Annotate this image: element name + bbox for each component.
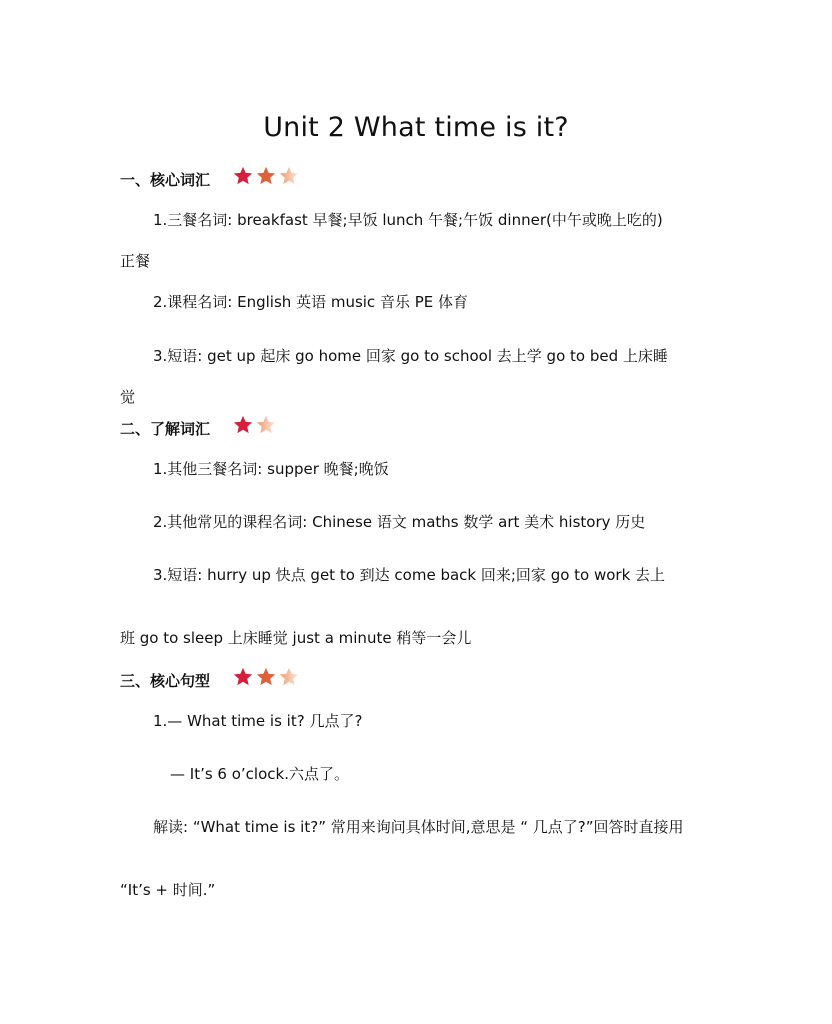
text-line: 班 go to sleep 上床睡觉 just a minute 稍等一会儿: [120, 629, 472, 647]
text-line: 2.课程名词: English 英语 music 音乐 PE 体育: [153, 293, 469, 311]
section-heading-core-vocabulary: 一、核心词汇: [120, 171, 211, 189]
section-heading-core-sentences: 三、核心句型: [120, 672, 211, 690]
star-full-icon: [232, 165, 254, 187]
star-full-icon: [232, 666, 254, 688]
text-line: “It’s + 时间.”: [120, 881, 216, 899]
text-line: — It’s 6 o’clock.六点了。: [170, 765, 349, 783]
rating-stars: [232, 666, 300, 688]
star-half-icon: [278, 666, 300, 688]
star-full-icon: [232, 414, 254, 436]
text-line: 3.短语: hurry up 快点 get to 到达 come back 回来;回家 go to work 去上: [153, 566, 666, 584]
star-half-icon: [255, 414, 277, 436]
star-full-icon: [255, 666, 277, 688]
rating-stars: [232, 414, 277, 436]
rating-stars: [232, 165, 300, 187]
page-title: Unit 2 What time is it?: [263, 112, 569, 143]
text-line: 觉: [120, 388, 136, 406]
text-line: 1.— What time is it? 几点了?: [153, 712, 363, 730]
star-full-icon: [255, 165, 277, 187]
star-half-icon: [278, 165, 300, 187]
text-line: 1.三餐名词: breakfast 早餐;早饭 lunch 午餐;午饭 dinner(中午或晚上吃的): [153, 211, 663, 229]
text-line: 3.短语: get up 起床 go home 回家 go to school 去上学 go to bed 上床睡: [153, 347, 668, 365]
text-line: 正餐: [120, 252, 151, 270]
section-heading-extra-vocabulary: 二、了解词汇: [120, 420, 211, 438]
text-line: 2.其他常见的课程名词: Chinese 语文 maths 数学 art 美术 history 历史: [153, 513, 646, 531]
text-line: 1.其他三餐名词: supper 晚餐;晚饭: [153, 460, 389, 478]
text-line: 解读: “What time is it?” 常用来询问具体时间,意思是 “ 几点了?”回答时直接用: [153, 818, 684, 836]
